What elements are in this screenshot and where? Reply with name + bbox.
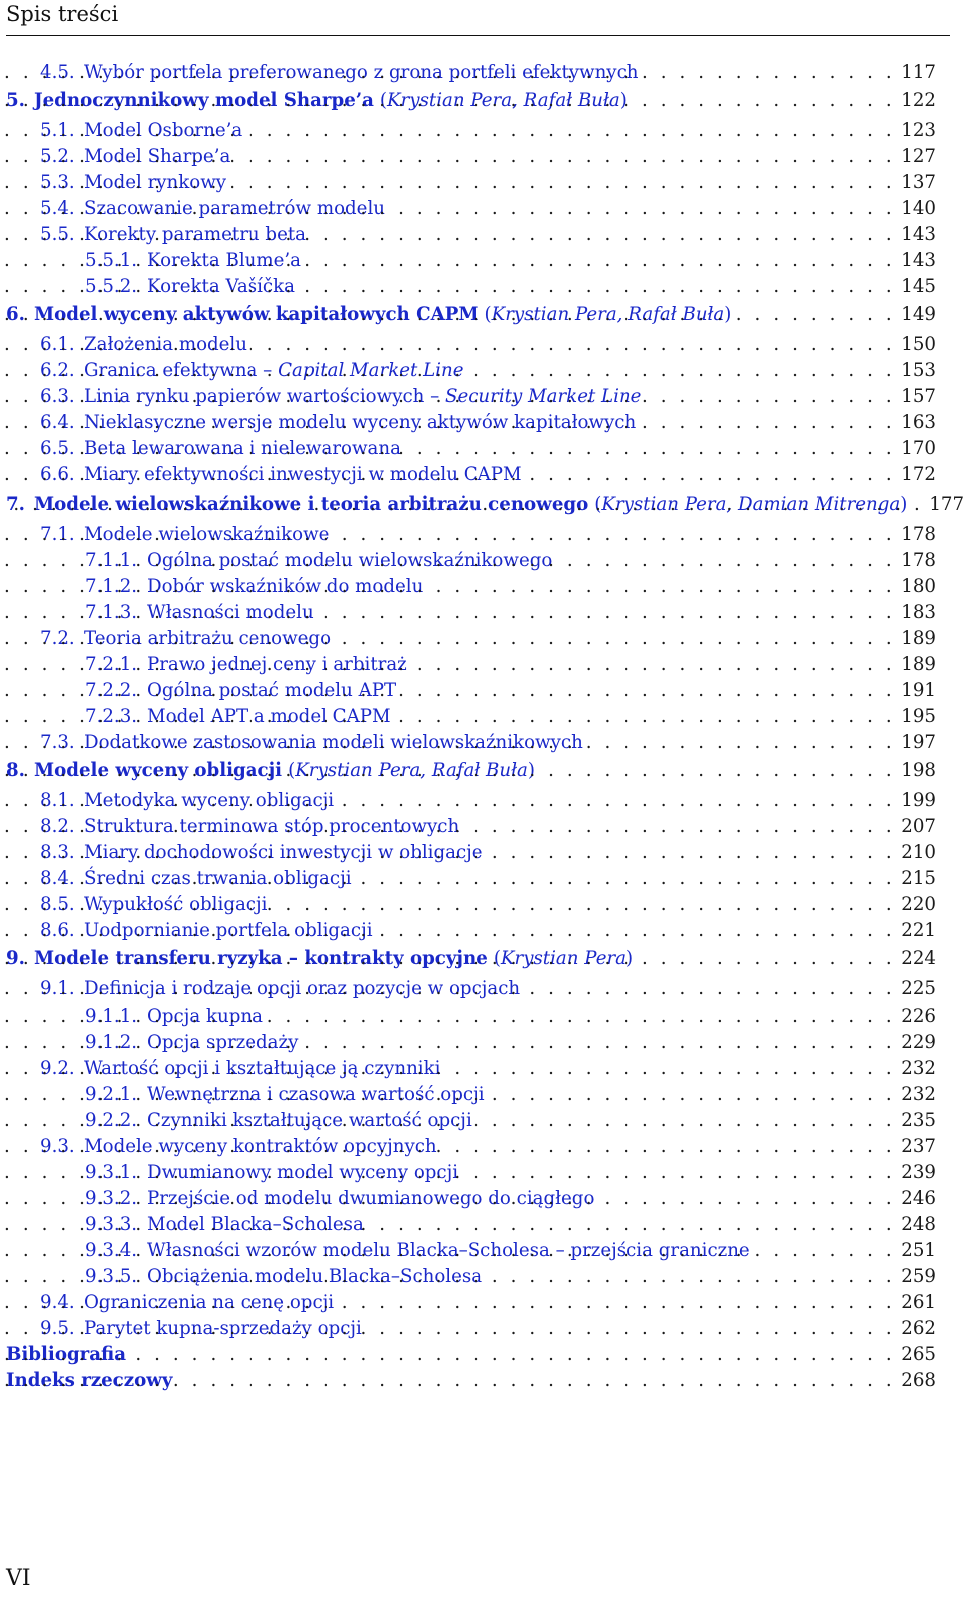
toc-dot-leader <box>522 462 902 488</box>
toc-dot-leader <box>641 384 901 410</box>
toc-entry[interactable] <box>0 892 936 918</box>
toc-entry-title-text: Model rynkowy <box>84 172 227 193</box>
toc-entry[interactable] <box>0 60 936 86</box>
toc-entry-number: 5. <box>6 90 25 111</box>
toc-entry-title-text: Wybór portfela preferowanego z grona portfeli efektywnych <box>84 62 639 83</box>
toc-dot-leader <box>458 1160 901 1186</box>
toc-entry-page: 189 <box>901 654 936 675</box>
toc-entry[interactable] <box>0 1134 936 1160</box>
toc-entry-title-text: Model wyceny aktywów kapitałowych CAPM <box>34 304 479 325</box>
toc-entry-number: 5.2. <box>40 146 75 167</box>
toc-entry-page: 189 <box>901 628 936 649</box>
toc-entry-number: 7.1.3. <box>85 602 138 623</box>
toc-entry-page: 197 <box>901 732 936 753</box>
toc-entry-title-text: Parytet kupna-sprzedaży opcji <box>84 1318 362 1339</box>
toc-entry[interactable] <box>0 88 936 114</box>
toc-entry-number: 7. <box>6 494 25 515</box>
toc-entry-page: 210 <box>901 842 936 863</box>
toc-entry-title-text: Granica efektywna – <box>84 360 273 381</box>
toc-entry-title-text: Opcja kupna <box>147 1006 263 1027</box>
toc-entry[interactable] <box>0 918 936 944</box>
toc-dot-leader <box>459 814 901 840</box>
toc-dot-leader <box>485 1082 902 1108</box>
toc-entry-number: 8.3. <box>40 842 75 863</box>
toc-entry-number: 9.3.1. <box>85 1162 138 1183</box>
toc-entry-number: 6.2. <box>40 360 75 381</box>
toc-dot-leader <box>334 1290 901 1316</box>
toc-entry-number: 9.5. <box>40 1318 75 1339</box>
toc-dot-leader <box>334 788 901 814</box>
toc-entry[interactable] <box>0 170 936 196</box>
toc-entry-title-text: Czynniki kształtujące wartość opcji <box>147 1110 472 1131</box>
toc-entry-number: 9. <box>6 948 25 969</box>
toc-entry-authors-names: Krystian Pera, Rafał Buła <box>387 90 620 111</box>
toc-dot-leader <box>352 866 902 892</box>
toc-entry-number: 5.5.2. <box>85 276 138 297</box>
toc-entry-title-text: Przejście od modelu dwumianowego do ciągłego <box>147 1188 595 1209</box>
toc-entry-title-text: Wartość opcji i kształtujące ją czynniki <box>84 1058 441 1079</box>
toc-dot-leader <box>520 976 901 1002</box>
toc-entry-number: 5.4. <box>40 198 75 219</box>
toc-entry[interactable] <box>0 814 936 840</box>
toc-entry[interactable] <box>0 976 936 1002</box>
toc-entry[interactable] <box>0 652 936 678</box>
toc-entry-number: 7.1. <box>40 524 75 545</box>
toc-dot-leader <box>638 60 901 86</box>
toc-entry-title-text: Założenia modelu <box>84 334 247 355</box>
toc-entry[interactable] <box>0 1238 936 1264</box>
toc-entry-title-text: Dwumianowy model wyceny opcji <box>147 1162 459 1183</box>
toc-entry-title-text: Dobór wskaźników do modelu <box>147 576 424 597</box>
toc-entry[interactable] <box>0 1186 936 1212</box>
toc-entry-number: 5.5. <box>40 224 75 245</box>
toc-entry-page: 172 <box>901 464 936 485</box>
toc-entry[interactable] <box>0 626 936 652</box>
toc-dot-leader <box>750 1238 902 1264</box>
toc-entry-page: 239 <box>901 1162 936 1183</box>
toc-entry-number: 7.2.1. <box>85 654 138 675</box>
toc-dot-leader <box>594 1186 901 1212</box>
toc-entry-page: 268 <box>901 1370 936 1391</box>
toc-entry-authors-names: Krystian Pera, Rafał Buła <box>295 760 528 781</box>
toc-entry-title-text: Miary dochodowości inwestycji w obligacje <box>84 842 483 863</box>
toc-entry-authors: (Krystian Pera, Rafał Buła) <box>484 304 732 325</box>
toc-entry[interactable] <box>0 196 936 222</box>
toc-entry-title-text: Metodyka wyceny obligacji <box>84 790 335 811</box>
toc-entry-title-text: Model APT a model CAPM <box>147 706 391 727</box>
toc-dot-leader <box>247 332 901 358</box>
toc-entry-number: 9.3. <box>40 1136 75 1157</box>
header-rule <box>6 35 950 36</box>
toc-dot-leader <box>172 1368 901 1394</box>
toc-dot-leader <box>482 1264 901 1290</box>
toc-entry-page: 229 <box>901 1032 936 1053</box>
toc-entry-page: 225 <box>901 978 936 999</box>
toc-entry-number: 6.4. <box>40 412 75 433</box>
toc-entry[interactable] <box>0 302 936 328</box>
toc-entry-title-text: Ogólna postać modelu APT <box>147 680 397 701</box>
toc-entry[interactable] <box>0 410 936 436</box>
toc-dot-leader <box>552 548 901 574</box>
toc-dot-leader <box>483 840 902 866</box>
toc-entry-title-text: Miary efektywności inwestycji w modelu CAPM <box>84 464 522 485</box>
toc-entry-number: 9.3.5. <box>85 1266 138 1287</box>
toc-entry-page: 140 <box>901 198 936 219</box>
toc-entry-title-text: Średni czas trwania obligacji <box>84 868 352 889</box>
toc-entry-title-text: Modele wyceny obligacji <box>34 760 283 781</box>
toc-entry[interactable] <box>0 600 936 626</box>
toc-entry-title-text: Teoria arbitrażu cenowego <box>84 628 332 649</box>
toc-entry-number: 9.3.2. <box>85 1188 138 1209</box>
toc-entry[interactable] <box>0 1108 936 1134</box>
toc-entry-number: 7.1.1. <box>85 550 138 571</box>
toc-entry-number: 6.5. <box>40 438 75 459</box>
toc-entry-page: 191 <box>901 680 936 701</box>
toc-entry-page: 149 <box>901 304 936 325</box>
toc-entry-title-text: Korekta Vašíčka <box>147 276 295 297</box>
toc-entry-title-text: Definicja i rodzaje opcji oraz pozycje w opcjach <box>84 978 521 999</box>
toc-entry-title-text: Prawo jednej ceny i arbitraż <box>147 654 407 675</box>
toc-entry[interactable] <box>0 678 936 704</box>
toc-entry-page: 143 <box>901 224 936 245</box>
toc-entry-number: 7.3. <box>40 732 75 753</box>
toc-entry[interactable] <box>0 788 936 814</box>
toc-dot-leader <box>907 492 929 518</box>
toc-entry-page: 170 <box>901 438 936 459</box>
toc-entry-number: 7.2. <box>40 628 75 649</box>
toc-dot-leader <box>263 1004 901 1030</box>
toc-entry-page: 137 <box>901 172 936 193</box>
toc-entry-page: 215 <box>901 868 936 889</box>
toc-entry-title-italic: Capital Market Line <box>278 360 464 381</box>
toc-entry-title-text: Modele wielowskaźnikowe i teoria arbitrażu cenowego <box>34 494 589 515</box>
toc-entry[interactable] <box>0 548 936 574</box>
toc-entry-title-text: Opcja sprzedaży <box>147 1032 299 1053</box>
toc-dot-leader <box>391 704 902 730</box>
toc-entry-page: 262 <box>901 1318 936 1339</box>
toc-entry-page: 224 <box>901 948 936 969</box>
toc-entry-title-text: Uodpornianie portfela obligacji <box>84 920 373 941</box>
toc-entry-page: 180 <box>901 576 936 597</box>
toc-entry-number: 8.1. <box>40 790 75 811</box>
toc-entry-authors: (Krystian Pera) <box>493 948 634 969</box>
toc-dot-leader <box>437 1134 902 1160</box>
toc-entry-page: 177 <box>929 494 964 515</box>
toc-entry-page: 145 <box>901 276 936 297</box>
page-number: VI <box>6 1566 31 1591</box>
toc-entry-title-text: Modele wyceny kontraktów opcyjnych <box>84 1136 437 1157</box>
toc-entry[interactable] <box>0 866 936 892</box>
toc-dot-leader <box>636 410 901 436</box>
toc-entry-title-text: Model Blacka–Scholesa <box>147 1214 364 1235</box>
toc-entry-number: 6. <box>6 304 25 325</box>
toc-dot-leader <box>401 436 901 462</box>
toc-dot-leader <box>329 522 901 548</box>
toc-entry-page: 195 <box>901 706 936 727</box>
toc-entry[interactable] <box>0 704 936 730</box>
toc-entry[interactable] <box>0 1030 936 1056</box>
toc-entry-page: 207 <box>901 816 936 837</box>
toc-dot-leader <box>407 652 902 678</box>
toc-entry[interactable] <box>0 1004 936 1030</box>
toc-entry[interactable] <box>0 1316 936 1342</box>
toc-entry[interactable] <box>0 436 936 462</box>
toc-entry-authors: (Krystian Pera, Rafał Buła) <box>288 760 535 781</box>
toc-entry-page: 237 <box>901 1136 936 1157</box>
toc-entry-title-text: Nieklasyczne wersje modelu wyceny aktywów kapitałowych <box>84 412 637 433</box>
toc-entry-page: 232 <box>901 1058 936 1079</box>
toc-entry-page: 261 <box>901 1292 936 1313</box>
toc-entry-page: 248 <box>901 1214 936 1235</box>
toc-entry-page: 198 <box>901 760 936 781</box>
toc-dot-leader <box>306 222 901 248</box>
toc-entry-title-text: Modele wielowskaźnikowe <box>84 524 330 545</box>
toc-entry-page: 265 <box>901 1344 936 1365</box>
toc-entry-authors-names: Krystian Pera, Damian Mitrenga <box>601 494 901 515</box>
toc-entry-title-text: Model Osborne’a <box>84 120 243 141</box>
toc-entry-title-text: Linia rynku papierów wartościowych – <box>84 386 440 407</box>
toc-entry[interactable] <box>0 222 936 248</box>
toc-entry-page: 178 <box>901 524 936 545</box>
toc-entry-title-text: Struktura terminowa stóp procentowych <box>84 816 460 837</box>
toc-dot-leader <box>364 1212 901 1238</box>
toc-entry-page: 220 <box>901 894 936 915</box>
toc-entry-number: 5.3. <box>40 172 75 193</box>
toc-entry[interactable] <box>0 118 936 144</box>
toc-entry-page: 183 <box>901 602 936 623</box>
toc-dot-leader <box>226 170 901 196</box>
toc-entry[interactable] <box>0 1342 936 1368</box>
toc-entry-page: 163 <box>901 412 936 433</box>
toc-entry-title-text: Model Sharpe’a <box>84 146 231 167</box>
toc-entry-page: 123 <box>901 120 936 141</box>
toc-entry-number: 5.5.1. <box>85 250 138 271</box>
toc-dot-leader <box>472 1108 902 1134</box>
toc-dot-leader <box>267 892 901 918</box>
toc-entry-title-text: Jednoczynnikowy model Sharpe’a <box>34 90 374 111</box>
toc-entry[interactable] <box>0 358 936 384</box>
toc-entry-page: 246 <box>901 1188 936 1209</box>
toc-dot-leader <box>230 144 901 170</box>
toc-entry-page: 143 <box>901 250 936 271</box>
toc-entry[interactable] <box>0 1082 936 1108</box>
toc-dot-leader <box>242 118 901 144</box>
toc-entry-number: 9.1. <box>40 978 75 999</box>
toc-entry-page: 251 <box>901 1240 936 1261</box>
toc-entry[interactable] <box>0 1056 936 1082</box>
toc-entry-title-text: Szacowanie parametrów modelu <box>84 198 385 219</box>
toc-entry[interactable] <box>0 1212 936 1238</box>
toc-entry-number: 9.2.2. <box>85 1110 138 1131</box>
toc-entry-page: 157 <box>901 386 936 407</box>
toc-entry-page: 235 <box>901 1110 936 1131</box>
toc-entry-number: 6.6. <box>40 464 75 485</box>
toc-entry-number: 9.4. <box>40 1292 75 1313</box>
toc-entry-page: 117 <box>901 62 936 83</box>
toc-entry-title-text: Modele transferu ryzyka – kontrakty opcyjne <box>34 948 488 969</box>
toc-entry[interactable] <box>0 1264 936 1290</box>
toc-dot-leader <box>423 574 901 600</box>
toc-entry-title-italic: Security Market Line <box>445 386 642 407</box>
toc-entry[interactable] <box>0 840 936 866</box>
toc-dot-leader <box>440 1056 901 1082</box>
toc-dot-leader <box>126 1342 901 1368</box>
toc-dot-leader <box>385 196 901 222</box>
toc-entry[interactable] <box>0 1368 936 1394</box>
toc-entry-number: 5.1. <box>40 120 75 141</box>
toc-entry-page: 199 <box>901 790 936 811</box>
toc-entry-page: 226 <box>901 1006 936 1027</box>
toc-entry[interactable] <box>0 1290 936 1316</box>
toc-entry-title-text: Obciążenia modelu Blacka–Scholesa <box>147 1266 483 1287</box>
toc-entry-number: 9.1.2. <box>85 1032 138 1053</box>
toc-entry-title-text: Ograniczenia na cenę opcji <box>84 1292 335 1313</box>
toc-entry[interactable] <box>0 462 936 488</box>
toc-dot-leader <box>535 758 901 784</box>
toc-entry-title-text: Własności modelu <box>147 602 314 623</box>
toc-entry-authors: (Krystian Pera, Damian Mitrenga) <box>594 494 908 515</box>
toc-entry-page: 259 <box>901 1266 936 1287</box>
toc-entry-number: 7.2.3. <box>85 706 138 727</box>
toc-dot-leader <box>583 730 901 756</box>
toc-entry[interactable] <box>0 384 936 410</box>
toc-entry-page: 232 <box>901 1084 936 1105</box>
toc-entry-number: 7.1.2. <box>85 576 138 597</box>
toc-entry-number: 8.2. <box>40 816 75 837</box>
toc-entry-title-text: Dodatkowe zastosowania modeli wielowskaźnikowych <box>84 732 583 753</box>
toc-dot-leader <box>298 1030 901 1056</box>
toc-entry[interactable] <box>0 274 936 300</box>
toc-entry-number: 6.1. <box>40 334 75 355</box>
toc-dot-leader <box>463 358 901 384</box>
toc-entry-number: 4.5. <box>40 62 75 83</box>
toc-entry-number: 8.6. <box>40 920 75 941</box>
toc-entry-title-text: Wypukłość obligacji <box>84 894 268 915</box>
toc-entry[interactable] <box>0 492 964 518</box>
toc-entry-title-text: Wewnętrzna i czasowa wartość opcji <box>147 1084 485 1105</box>
toc-entry-title-text: Bibliografia <box>6 1344 127 1365</box>
toc-entry-number: 8. <box>6 760 25 781</box>
running-head: Spis treści <box>6 2 119 26</box>
toc-entry-page: 221 <box>901 920 936 941</box>
toc-entry[interactable] <box>0 1160 936 1186</box>
toc-entry-number: 6.3. <box>40 386 75 407</box>
toc-entry[interactable] <box>0 758 936 784</box>
toc-dot-leader <box>633 946 901 972</box>
toc-entry-number: 9.1.1. <box>85 1006 138 1027</box>
toc-entry-title-text: Ogólna postać modelu wielowskaźnikowego <box>147 550 553 571</box>
toc-entry-number: 9.3.4. <box>85 1240 138 1261</box>
toc-dot-leader <box>301 248 901 274</box>
toc-entry-title-text: Korekty parametru beta <box>84 224 306 245</box>
toc-dot-leader <box>396 678 901 704</box>
toc-dot-leader <box>295 274 901 300</box>
toc-entry-number: 8.4. <box>40 868 75 889</box>
toc-entry[interactable] <box>0 522 936 548</box>
toc-dot-leader <box>731 302 901 328</box>
toc-dot-leader <box>314 600 902 626</box>
toc-entry-number: 7.2.2. <box>85 680 138 701</box>
toc-dot-leader <box>362 1316 901 1342</box>
toc-entry[interactable] <box>0 248 936 274</box>
toc-entry-page: 122 <box>901 90 936 111</box>
toc-entry-authors-names: Krystian Pera, Rafał Buła <box>491 304 725 325</box>
toc-entry-authors: (Krystian Pera, Rafał Buła) <box>379 90 627 111</box>
toc-dot-leader <box>373 918 902 944</box>
toc-entry-page: 150 <box>901 334 936 355</box>
toc-entry-title-text: Indeks rzeczowy <box>6 1370 173 1391</box>
toc-entry[interactable] <box>0 574 936 600</box>
toc-entry-title-text: Własności wzorów modelu Blacka–Scholesa – przejścia graniczne <box>147 1240 750 1261</box>
toc-entry-authors-names: Krystian Pera <box>500 948 626 969</box>
toc-entry[interactable] <box>0 144 936 170</box>
toc-entry[interactable] <box>0 946 936 972</box>
toc-entry-page: 178 <box>901 550 936 571</box>
toc-entry-number: 8.5. <box>40 894 75 915</box>
toc-entry-number: 9.2.1. <box>85 1084 138 1105</box>
toc-entry[interactable] <box>0 730 936 756</box>
toc-entry-title-text: Beta lewarowana i nielewarowana <box>84 438 401 459</box>
toc-dot-leader <box>331 626 901 652</box>
toc-entry-page: 127 <box>901 146 936 167</box>
toc-entry-title-text: Korekta Blume’a <box>147 250 301 271</box>
toc-entry-number: 9.2. <box>40 1058 75 1079</box>
toc-dot-leader <box>627 88 901 114</box>
toc-entry-number: 9.3.3. <box>85 1214 138 1235</box>
toc-entry-page: 153 <box>901 360 936 381</box>
toc-entry[interactable] <box>0 332 936 358</box>
